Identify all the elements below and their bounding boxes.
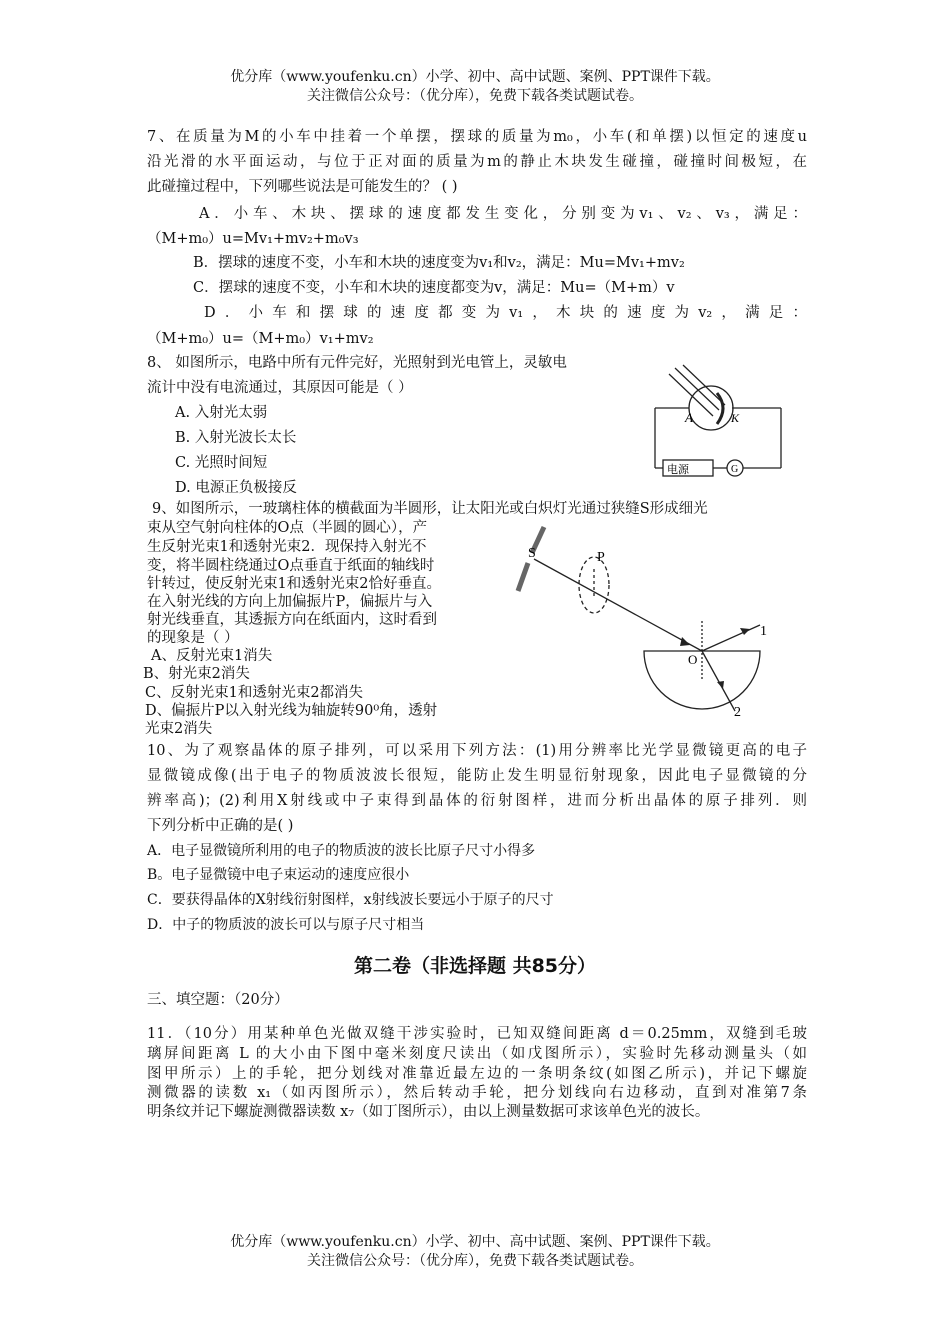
q9-line-6: 在入射光线的方向上加偏振片P，偏振片与入 <box>147 594 433 610</box>
q11-line-1: 11．（10分）用某种单色光做双缝干涉实验时，已知双缝间距离 d＝0.25mm，双缝到毛玻 <box>147 1026 807 1042</box>
header-line-1: 优分库（www.youfenku.cn）小学、初中、高中试题、案例、PPT课件下载。 <box>230 69 720 85</box>
q9-line-8: 的现象是（ ） <box>147 630 239 646</box>
q8-option-a: A. 入射光太弱 <box>175 405 268 421</box>
q9-option-d: D、偏振片P以入射光线为轴旋转90⁰角，透射 <box>145 703 438 719</box>
q8-line-1: 8、 如图所示，电路中所有元件完好，光照射到光电管上，灵敏电 <box>147 355 567 371</box>
q11-line-4: 测微器的读数 x₁（如丙图所示），然后转动手轮，把分划线向右边移动，直到对准第7条 <box>147 1085 807 1101</box>
q7-line-3: 此碰撞过程中，下列哪些说法是可能发生的？ ( ) <box>147 179 458 195</box>
part-3-title: 三、填空题：（20分） <box>147 992 289 1008</box>
q7-option-d: D．小车和摆球的速度都变为v₁，木块的速度为v₂，满足： <box>204 305 807 321</box>
q8-circuit-figure <box>645 360 795 485</box>
q9-option-d-cont: 光束2消失 <box>145 721 213 737</box>
q9-fig-beam-1: 1 <box>760 624 767 639</box>
q10-option-d: D．中子的物质波的波长可以与原子尺寸相当 <box>147 917 425 933</box>
header-line-2: 关注微信公众号：（优分库），免费下载各类试题试卷。 <box>307 88 643 104</box>
q9-line-7: 射光线垂直，其透振方向在纸面内，这时看到 <box>147 612 437 628</box>
q9-line-3: 生反射光束1和透射光束2．现保持入射光不 <box>147 539 427 555</box>
q9-fig-label-o: O <box>688 652 698 667</box>
q11-line-5: 明条纹并记下螺旋测微器读数 x₇（如丁图所示），由以上测量数据可求该单色光的波长。 <box>147 1104 710 1120</box>
q9-option-a: A、反射光束1消失 <box>151 648 273 664</box>
q8-fig-label-k: K <box>731 411 740 425</box>
footer-line-1: 优分库（www.youfenku.cn）小学、初中、高中试题、案例、PPT课件下载。 <box>230 1234 720 1250</box>
q9-option-c: C、反射光束1和透射光束2都消失 <box>145 685 364 701</box>
q10-line-2: 显微镜成像(出于电子的物质波波长很短，能防止发生明显衍射现象，因此电子显微镜的分 <box>147 768 807 784</box>
q10-option-b: B。电子显微镜中电子束运动的速度应很小 <box>147 867 410 883</box>
q8-fig-label-a: A <box>685 410 693 425</box>
q8-option-b: B. 入射光波长太长 <box>175 430 297 446</box>
page-footer <box>0 1233 950 1271</box>
q7-option-b: B．摆球的速度不变，小车和木块的速度变为v₁和v₂，满足：Mu=Mv₁+mv₂ <box>193 255 685 271</box>
q9-fig-beam-2: 2 <box>734 705 741 720</box>
q10-line-3: 辨率高)；(2)利用X射线或中子束得到晶体的衍射图样，进而分析出晶体的原子排列．则 <box>147 793 807 809</box>
q9-line-2: 束从空气射向柱体的O点（半圆的圆心），产 <box>147 520 428 536</box>
q8-fig-meter-label: G <box>731 464 739 475</box>
q11-line-3: 图甲所示）上的手轮，把分划线对准靠近最左边的一条明条纹(如图乙所示)，并记下螺旋 <box>147 1066 807 1082</box>
q9-line-5: 针转过，使反射光束1和透射光束2恰好垂直。 <box>147 576 441 592</box>
page-header <box>0 68 950 106</box>
q9-optics-figure <box>510 525 800 725</box>
q9-fig-label-s: S <box>528 546 536 561</box>
q9-line-1: 9、如图所示，一玻璃柱体的横截面为半圆形，让太阳光或白炽灯光通过狭缝S形成细光 <box>152 501 708 517</box>
q10-line-4: 下列分析中正确的是( ) <box>147 818 294 834</box>
section-2-title: 第二卷（非选择题 共85分） <box>353 955 597 977</box>
q10-line-1: 10、为了观察晶体的原子排列，可以采用下列方法：(1)用分辨率比光学显微镜更高的电子 <box>147 743 807 759</box>
footer-line-2: 关注微信公众号：（优分库），免费下载各类试题试卷。 <box>307 1253 643 1269</box>
q7-line-2: 沿光滑的水平面运动，与位于正对面的质量为m的静止木块发生碰撞，碰撞时间极短，在 <box>147 154 807 170</box>
q8-line-2: 流计中没有电流通过，其原因可能是（ ） <box>147 380 413 396</box>
q9-fig-label-p: P <box>597 550 605 565</box>
q8-option-d: D. 电源正负极接反 <box>175 480 297 496</box>
q9-option-b: B、射光束2消失 <box>143 666 250 682</box>
q7-line-1: 7、在质量为M的小车中挂着一个单摆，摆球的质量为m₀，小车(和单摆)以恒定的速度u <box>147 129 807 145</box>
q7-option-d-formula: （M+m₀）u=（M+m₀）v₁+mv₂ <box>147 331 374 347</box>
q10-option-a: A．电子显微镜所利用的电子的物质波的波长比原子尺寸小得多 <box>147 843 536 859</box>
q7-option-a: A．小车、木块、摆球的速度都发生变化，分别变为v₁、v₂、v₃，满足： <box>199 206 807 222</box>
q7-option-a-formula: （M+m₀）u=Mv₁+mv₂+m₀v₃ <box>147 231 359 247</box>
q8-option-c: C. 光照时间短 <box>175 455 268 471</box>
q10-option-c: C．要获得晶体的X射线衍射图样，x射线波长要远小于原子的尺寸 <box>147 892 554 908</box>
q7-option-c: C．摆球的速度不变，小车和木块的速度都变为v，满足：Mu=（M+m）v <box>193 280 675 296</box>
q11-line-2: 璃屏间距离 L 的大小由下图中毫米刻度尺读出（如戊图所示），实验时先移动测量头（如 <box>147 1046 807 1062</box>
q8-fig-power-label: 电源 <box>667 464 689 476</box>
q9-line-4: 变，将半圆柱绕通过O点垂直于纸面的轴线时 <box>147 558 435 574</box>
